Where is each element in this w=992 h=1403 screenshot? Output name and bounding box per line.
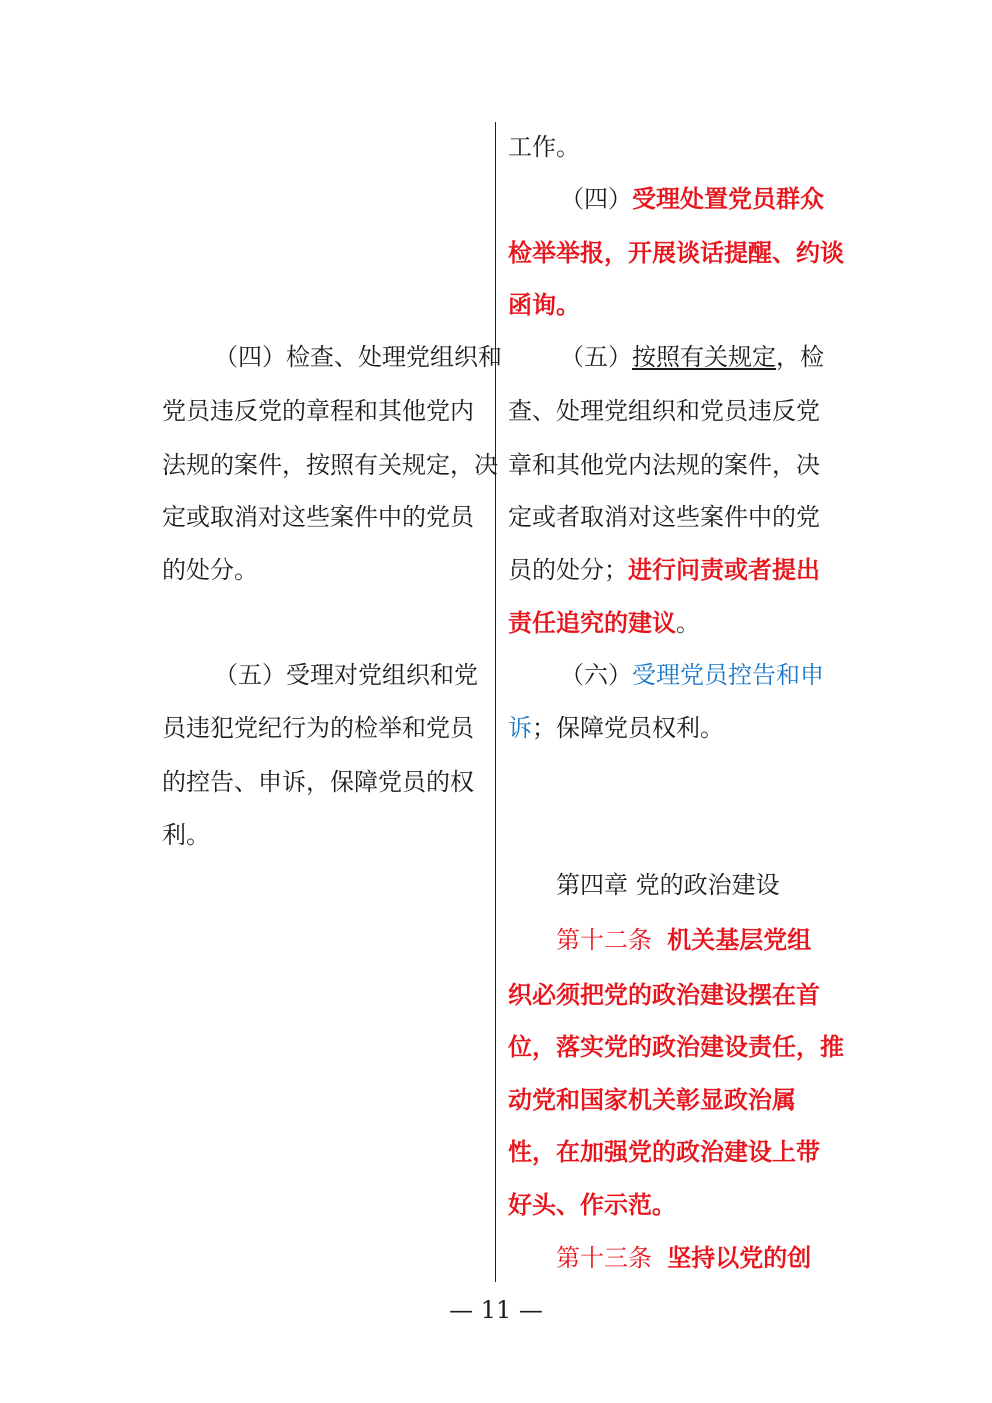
page-number: — 11 — (449, 1296, 543, 1324)
article12-line4: 动党和国家机关彰显政治属 (508, 1085, 796, 1114)
right-item6-blue2: 诉 (508, 714, 532, 742)
left-item4-line2: 党员违反党的章程和其他党内 (162, 397, 474, 425)
right-item6-tail2: ；保障党员权利。 (532, 714, 724, 742)
column-divider (495, 122, 496, 1282)
right-item5-line1 (560, 342, 824, 372)
article12-line5: 性，在加强党的政治建设上带 (508, 1137, 820, 1166)
article12-line3: 位，落实党的政治建设责任，推 (508, 1032, 844, 1061)
article12-line1 (556, 925, 811, 955)
article12-label: 第十二条 (556, 926, 652, 954)
left-item5-line4: 利。 (162, 821, 210, 849)
left-item5-line2: 员违犯党纪行为的检举和党员 (162, 714, 474, 742)
left-item4-line3: 法规的案件，按照有关规定，决 (162, 451, 498, 479)
right-item6-blue1: 受理党员控告和申 (632, 661, 824, 689)
right-item4-red1: 受理处置党员群众 (632, 184, 824, 213)
left-item4-line4: 定或取消对这些案件中的党员 (162, 503, 474, 531)
left-item4-line5: 的处分。 (162, 556, 258, 584)
right-item5-tail1: ，检 (776, 343, 824, 371)
right-item5-line6 (508, 608, 700, 638)
article13-red1: 坚持以党的创 (667, 1243, 812, 1272)
right-item6-line1 (560, 660, 824, 690)
left-item5-line3: 的控告、申诉，保障党员的权 (162, 768, 474, 796)
article12-line6: 好头、作示范。 (508, 1190, 676, 1219)
right-item6-prefix: （六） (560, 661, 632, 689)
chapter-heading: 第四章 党的政治建设 (556, 871, 780, 899)
right-item5-red5: 进行问责或者提出 (628, 555, 820, 584)
article12-line2: 织必须把党的政治建设摆在首 (508, 980, 820, 1009)
article12-red1: 机关基层党组 (667, 925, 812, 954)
right-item5-line2: 查、处理党组织和党员违反党 (508, 397, 820, 425)
right-item5-tail6: 。 (676, 609, 700, 637)
article13-line1 (556, 1243, 811, 1273)
right-cont-line: 工作。 (508, 133, 580, 161)
right-item5-prefix: （五） (560, 343, 632, 371)
right-item6-line2 (508, 713, 724, 743)
right-item4-line1 (560, 184, 824, 214)
right-item5-red6: 责任追究的建议 (508, 608, 676, 637)
left-item5-line1: （五）受理对党组织和党 (214, 661, 478, 689)
right-item5-line5 (508, 555, 820, 585)
right-item4-prefix: （四） (560, 185, 632, 213)
right-item4-line2: 检举举报，开展谈话提醒、约谈 (508, 238, 844, 267)
article13-label: 第十三条 (556, 1244, 652, 1272)
right-item4-line3: 函询。 (508, 290, 580, 319)
right-item5-underlined: 按照有关规定 (632, 343, 776, 371)
right-item5-plain5: 员的处分； (508, 556, 628, 584)
left-item4-line1: （四）检查、处理党组织和 (214, 343, 502, 371)
right-item5-line4: 定或者取消对这些案件中的党 (508, 503, 820, 531)
right-item5-line3: 章和其他党内法规的案件，决 (508, 451, 820, 479)
